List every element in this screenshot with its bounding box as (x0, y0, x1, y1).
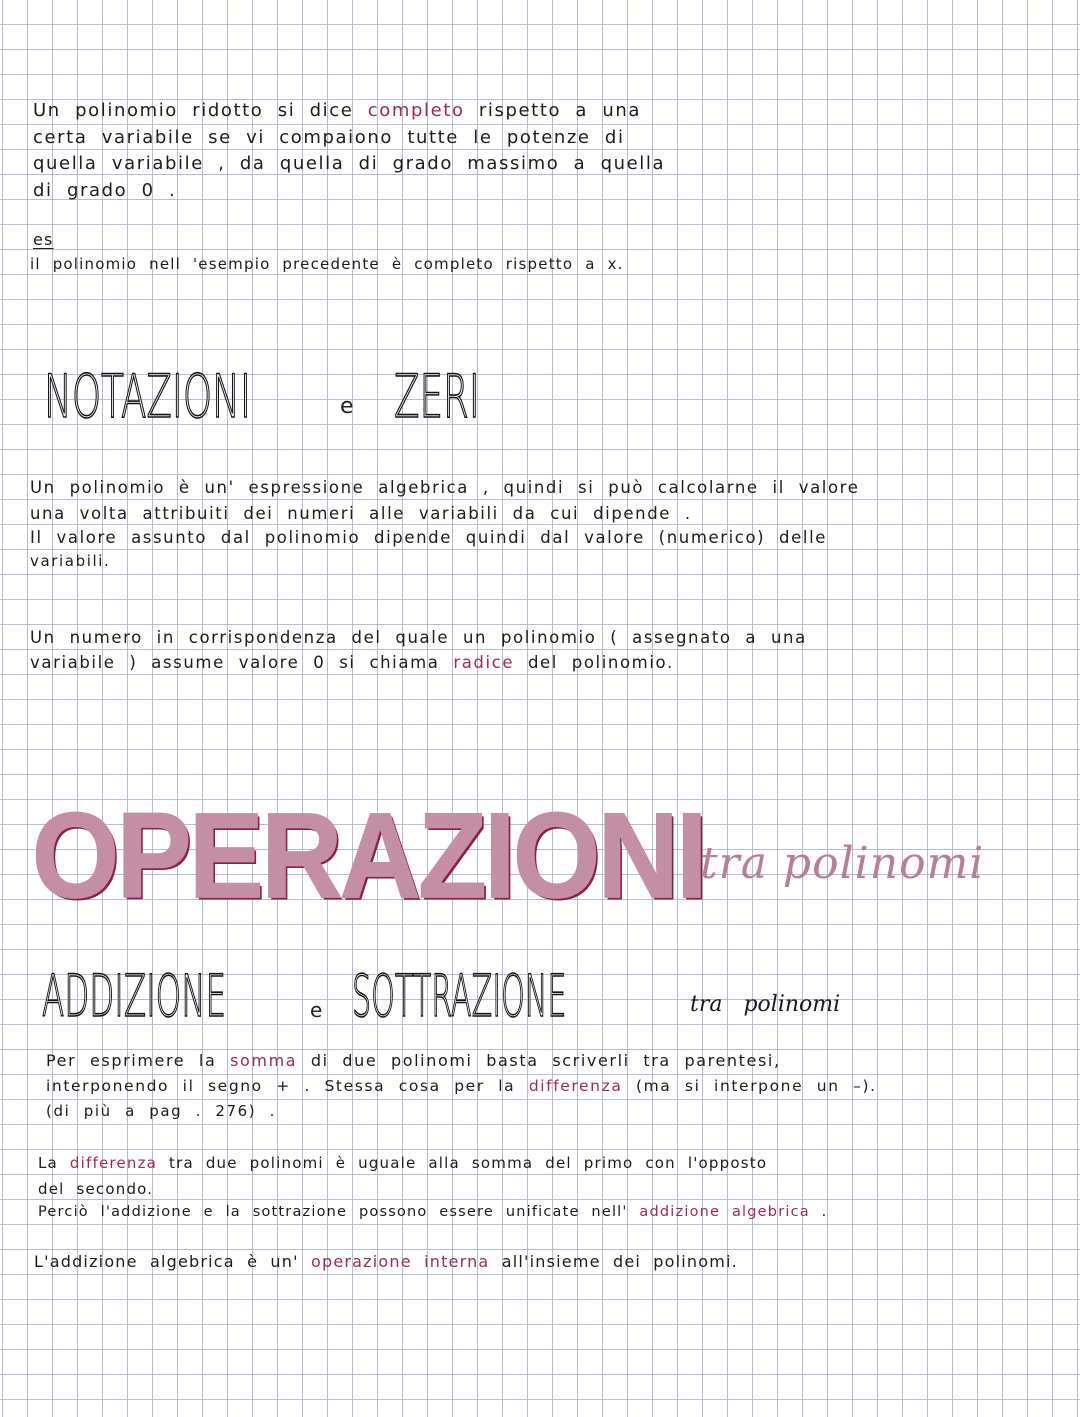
addizione-para3 (34, 1252, 738, 1271)
term-addizione-algebrica: addizione algebrica (639, 1204, 810, 1220)
addizione-para2-line2: del secondo. (38, 1180, 154, 1198)
para-text: all'insieme dei polinomi. (489, 1252, 738, 1271)
heading-operazioni: OPERAZIONI (32, 787, 705, 923)
notazioni-para1-line2: una volta attribuiti dei numeri alle variabili da cui dipende . (30, 504, 692, 523)
heading-zeri: ZERI (394, 362, 480, 432)
term-differenza: differenza (528, 1077, 623, 1095)
para-text: di due polinomi basta scriverli tra parentesi, (297, 1051, 781, 1070)
para-text (412, 1252, 424, 1271)
intro-line-1 (33, 100, 641, 121)
heading-subtitle-tra-polinomi: tra polinomi (700, 838, 985, 889)
intro-line-4: di grado 0 . (33, 180, 177, 201)
term-somma: somma (230, 1051, 298, 1070)
intro-text: Un polinomio ridotto si dice (33, 100, 368, 121)
example-label: es (33, 230, 54, 249)
addizione-para1-line2 (46, 1077, 877, 1095)
para-text: interponendo il segno + . Stessa cosa per la (46, 1077, 529, 1095)
intro-text: rispetto a una (464, 100, 642, 121)
para-text: L'addizione algebrica è un' (34, 1252, 311, 1271)
term-differenza: differenza (69, 1154, 158, 1172)
notazioni-para1-line3: Il valore assunto dal polinomio dipende quindi dal valore (numerico) delle (30, 528, 828, 547)
addizione-para2-line1 (38, 1154, 767, 1172)
addizione-para1-line1 (46, 1051, 781, 1070)
term-radice: radice (453, 653, 515, 672)
heading-sottrazione: SOTTRAZIONE (352, 962, 567, 1030)
intro-line-3: quella variabile , da quella di grado massimo a quella (33, 153, 666, 174)
heading-connector-e: e (310, 998, 323, 1022)
heading-suffix-tra-polinomi: tra polinomi (690, 992, 841, 1017)
para-text: Per esprimere la (46, 1051, 231, 1070)
para-text: tra due polinomi è uguale alla somma del primo con l'opposto (157, 1154, 768, 1172)
intro-line-2: certa variabile se vi compaiono tutte le potenze di (33, 127, 625, 148)
term-interna: interna (424, 1252, 490, 1271)
notazioni-para1-line4: variabili. (30, 552, 111, 570)
heading-addizione: ADDIZIONE (42, 962, 227, 1030)
heading-connector-e: e (340, 394, 354, 419)
addizione-para2-line3 (38, 1204, 827, 1220)
para-text: . (809, 1204, 828, 1220)
heading-notazioni: NOTAZIONI (44, 362, 251, 432)
notazioni-para2-line2 (30, 653, 674, 672)
example-text: il polinomio nell 'esempio precedente è completo rispetto a x. (30, 255, 624, 273)
term-completo: completo (367, 100, 465, 121)
para-text: (ma si interpone un –). (622, 1077, 877, 1095)
addizione-para1-line3: (di più a pag . 276) . (46, 1102, 276, 1120)
para-text: variabile ) assume valore 0 si chiama (30, 653, 454, 672)
para-text: La (38, 1154, 70, 1172)
notazioni-para1-line1: Un polinomio è un' espressione algebrica , quindi si può calcolarne il valore (30, 478, 860, 497)
term-operazione: operazione (311, 1252, 412, 1271)
para-text: Perciò l'addizione e la sottrazione possono essere unificate nell' (38, 1204, 640, 1220)
notazioni-para2-line1: Un numero in corrispondenza del quale un polinomio ( assegnato a una (30, 628, 807, 647)
para-text: del polinomio. (514, 653, 674, 672)
